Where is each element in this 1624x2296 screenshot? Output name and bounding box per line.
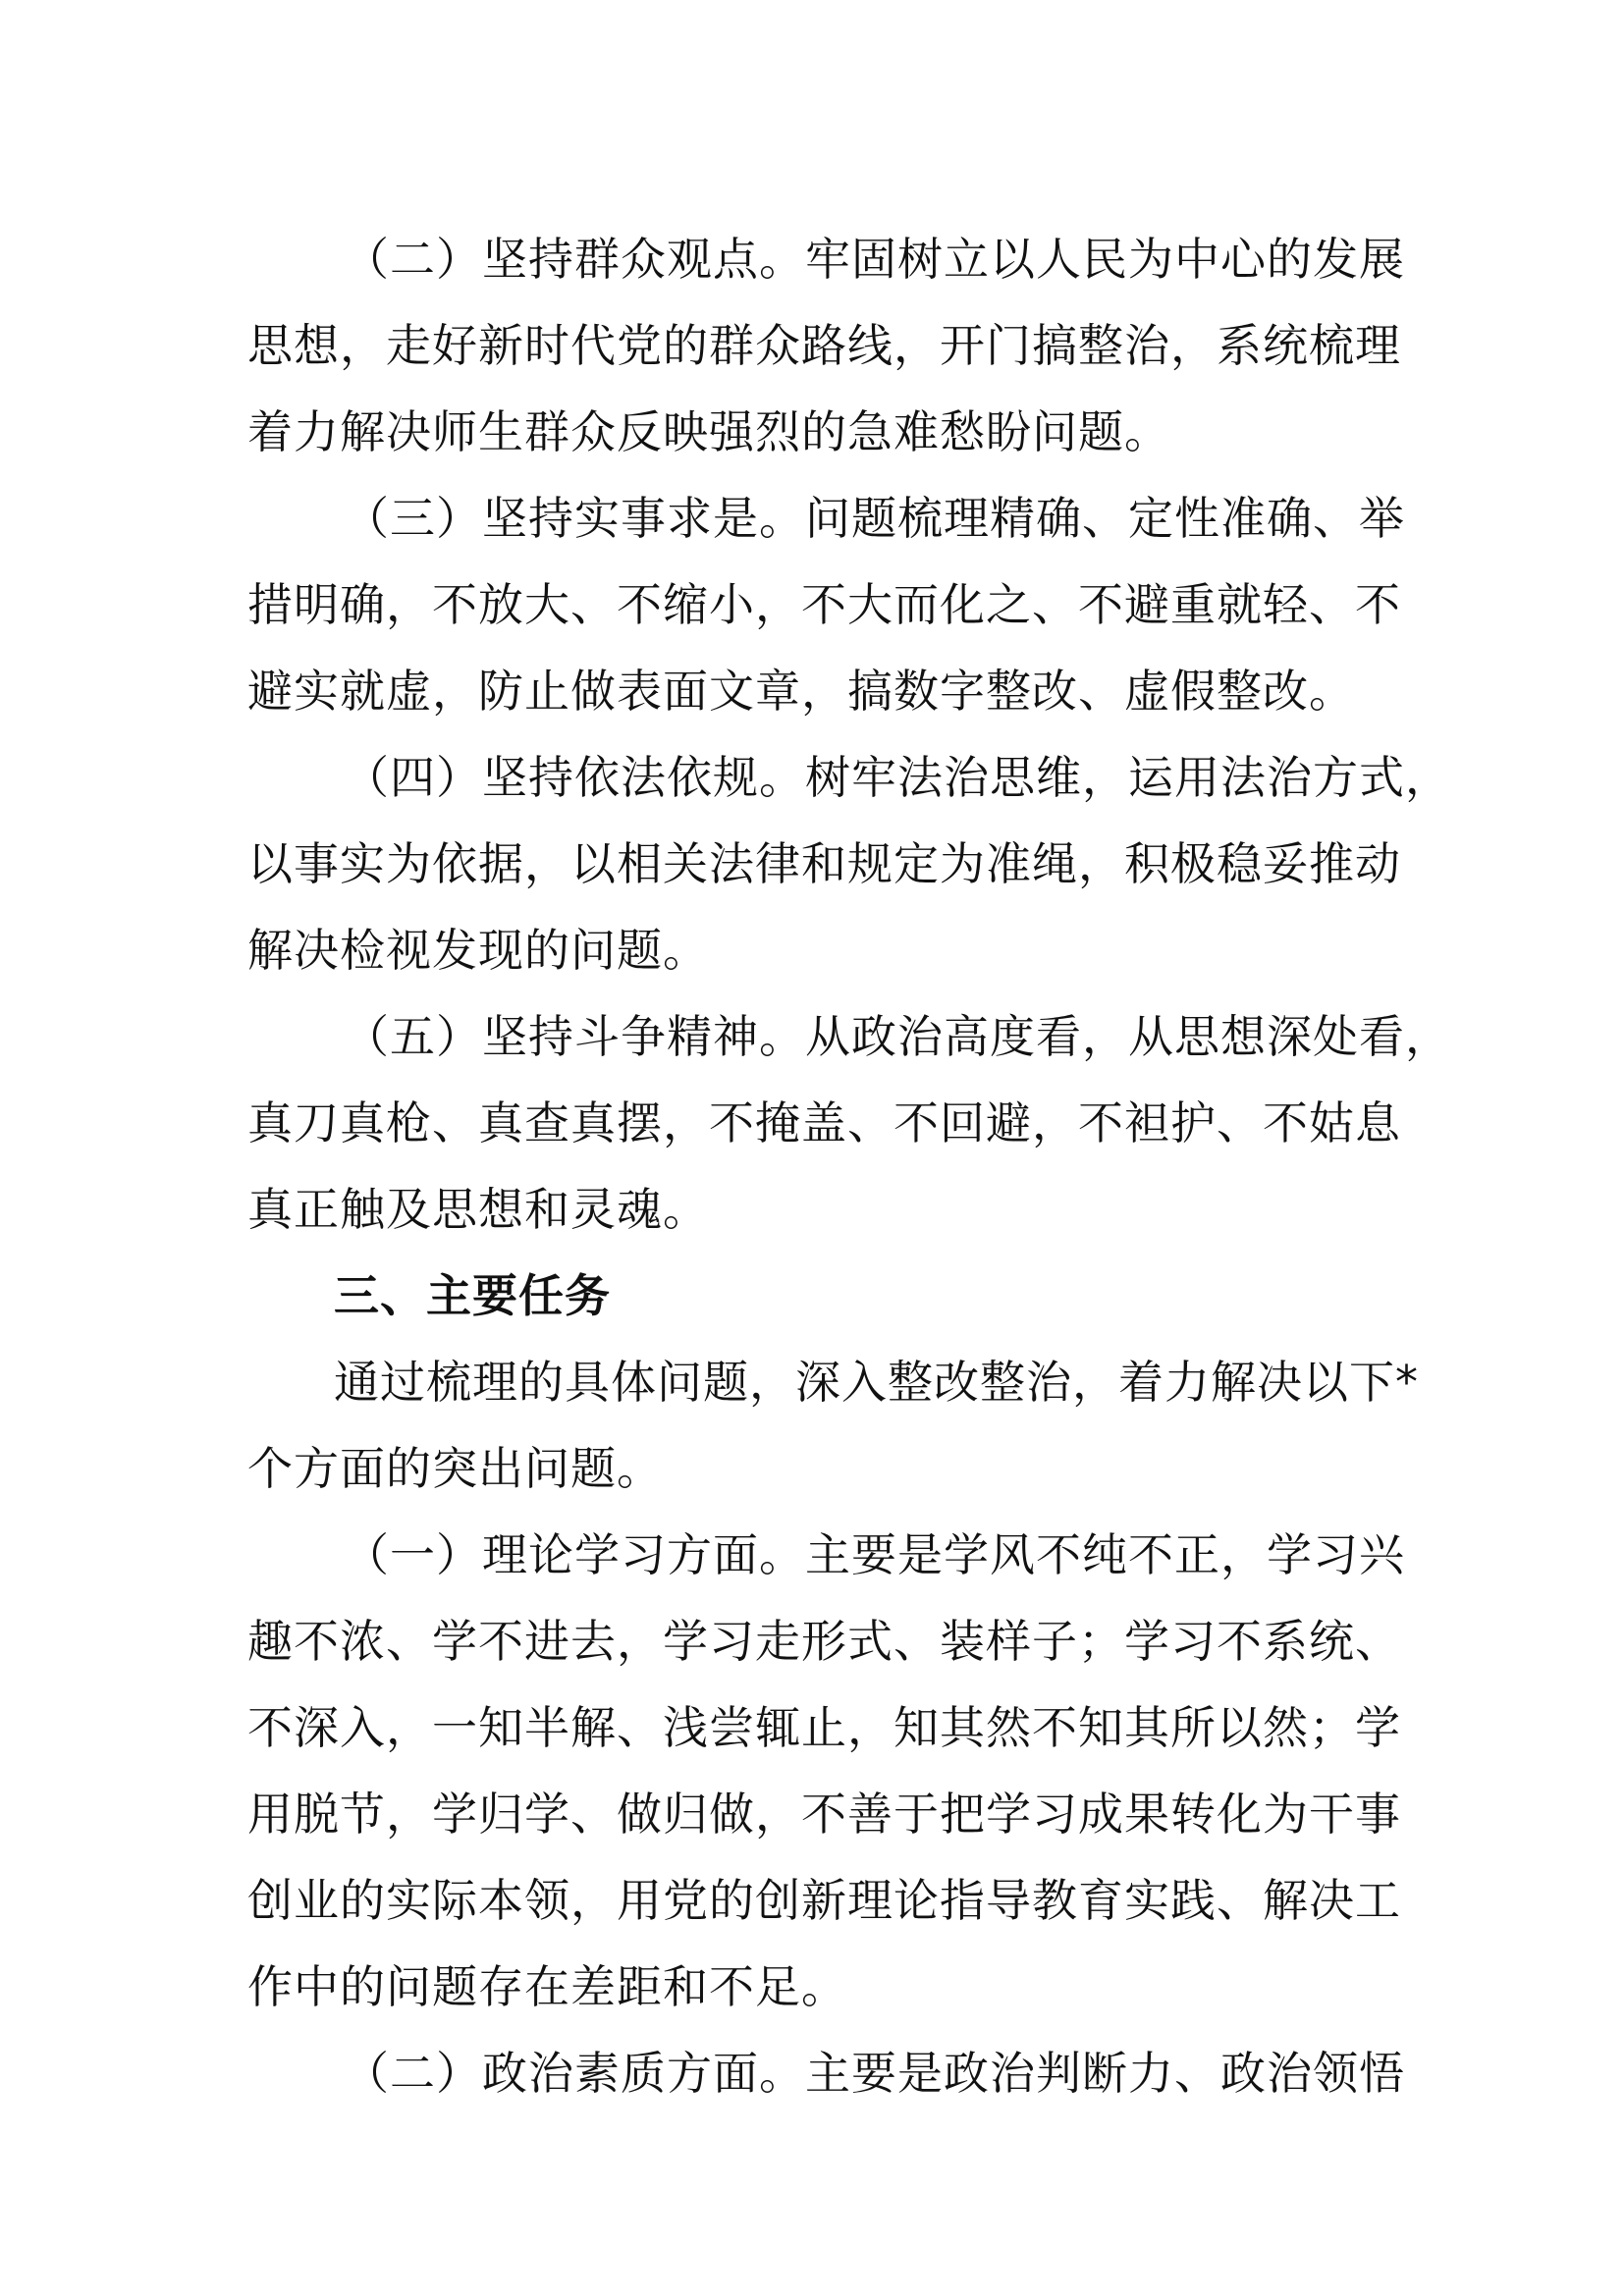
text-line: 着力解决师生群众反映强烈的急难愁盼问题。	[247, 405, 1170, 458]
text-line: 避实就虚，防止做表面文章，搞数字整改、虚假整改。	[247, 665, 1355, 718]
text-line: 措明确，不放大、不缩小，不大而化之、不避重就轻、不	[247, 578, 1401, 631]
text-line: （二）坚持群众观点。牢固树立以人民为中心的发展	[344, 233, 1405, 286]
text-line: 个方面的突出问题。	[247, 1442, 663, 1495]
text-line: （一）理论学习方面。主要是学风不纯不正，学习兴	[344, 1528, 1405, 1581]
text-line: 作中的问题存在差距和不足。	[247, 1960, 847, 2013]
section-heading: 三、主要任务	[334, 1269, 611, 1322]
text-line: （三）坚持实事求是。问题梳理精确、定性准确、举	[344, 492, 1405, 545]
text-line: 用脱节，学归学、做归做，不善于把学习成果转化为干事	[247, 1788, 1401, 1841]
text-line: （二）政治素质方面。主要是政治判断力、政治领悟	[344, 2047, 1405, 2100]
text-line: 解决检视发现的问题。	[247, 924, 709, 977]
text-line: 通过梳理的具体问题，深入整改整治，着力解决以下*	[334, 1356, 1419, 1409]
text-line: 真正触及思想和灵魂。	[247, 1183, 709, 1236]
text-line: （五）坚持斗争精神。从政治高度看，从思想深处看，	[344, 1010, 1451, 1063]
text-line: （四）坚持依法依规。树牢法治思维，运用法治方式，	[344, 751, 1451, 804]
text-line: 思想，走好新时代党的群众路线，开门搞整治，系统梳理	[247, 319, 1401, 372]
text-line: 不深入，一知半解、浅尝辄止，知其然不知其所以然；学	[247, 1701, 1401, 1754]
text-line: 以事实为依据，以相关法律和规定为准绳，积极稳妥推动	[247, 837, 1401, 890]
text-line: 真刀真枪、真查真摆，不掩盖、不回避，不袒护、不姑息	[247, 1096, 1401, 1149]
text-line: 趣不浓、学不进去，学习走形式、装样子；学习不系统、	[247, 1615, 1401, 1668]
text-line: 创业的实际本领，用党的创新理论指导教育实践、解决工	[247, 1874, 1401, 1927]
